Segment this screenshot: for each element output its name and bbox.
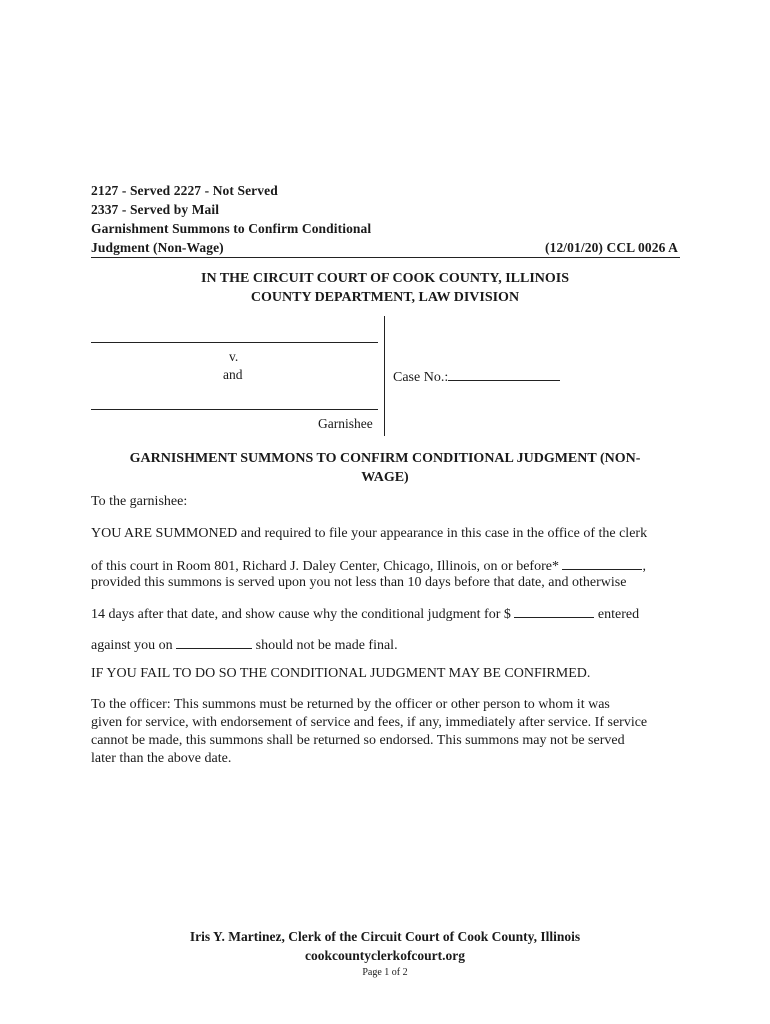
judgment-amount-text: 14 days after that date, and show cause why the conditional judgment for $: [91, 607, 511, 622]
versus-label: v.: [229, 349, 239, 364]
clerk-name: Iris Y. Martinez, Clerk of the Circuit Court of Cook County, Illinois: [189, 929, 581, 944]
salutation: To the garnishee:: [91, 494, 188, 509]
defendant-line[interactable]: [91, 409, 378, 410]
appearance-date-comma: ,: [642, 559, 646, 574]
judgment-date-text: against you on: [91, 638, 173, 653]
case-number-label: Case No.:: [393, 370, 449, 385]
summons-paragraph-line-1: YOU ARE SUMMONED and required to file your appearance in this case in the office of the clerk: [91, 526, 648, 541]
form-codes-line-1: 2127 - Served 2227 - Not Served: [91, 183, 278, 198]
judgment-date-tail: should not be made final.: [255, 638, 398, 653]
officer-instructions-line-4: later than the above date.: [91, 751, 232, 766]
officer-instructions-line-3: cannot be made, this summons shall be returned so endorsed. This summons may not be served: [91, 733, 625, 748]
court-division: COUNTY DEPARTMENT, LAW DIVISION: [250, 290, 520, 305]
case-number-field: [393, 368, 560, 386]
officer-instructions-line-2: given for service, with endorsement of service and fees, if any, immediately after service. If service: [91, 715, 648, 730]
confirmation-warning: IF YOU FAIL TO DO SO THE CONDITIONAL JUDGMENT MAY BE CONFIRMED.: [91, 666, 591, 681]
document-title-line-2: WAGE): [361, 470, 409, 485]
judgment-date-input[interactable]: [176, 636, 252, 649]
garnishee-label: Garnishee: [318, 416, 373, 431]
page-number: Page 1 of 2: [362, 967, 408, 978]
plaintiff-line[interactable]: [91, 342, 378, 343]
caption-divider: [384, 316, 385, 436]
document-title-line-1: GARNISHMENT SUMMONS TO CONFIRM CONDITIONAL JUDGMENT (NON-: [129, 451, 641, 466]
form-number: (12/01/20) CCL 0026 A: [545, 240, 678, 255]
service-terms-line: provided this summons is served upon you not less than 10 days before that date, and otherwise: [91, 575, 627, 590]
clerk-website[interactable]: cookcountyclerkofcourt.org: [304, 948, 466, 963]
judgment-amount-line: [91, 605, 639, 623]
judgment-date-line: [91, 636, 398, 654]
appearance-date-input[interactable]: [562, 557, 642, 570]
form-codes-line-2: 2337 - Served by Mail: [91, 202, 220, 217]
officer-instructions-line-1: To the officer: This summons must be returned by the officer or other person to whom it was: [91, 697, 610, 712]
court-name: IN THE CIRCUIT COURT OF COOK COUNTY, ILLINOIS: [201, 271, 569, 286]
and-label: and: [223, 367, 243, 382]
case-number-input[interactable]: [448, 368, 560, 381]
judgment-amount-input[interactable]: [514, 605, 594, 618]
header-rule: [91, 257, 680, 258]
form-title-line-1: Garnishment Summons to Confirm Conditional: [91, 221, 372, 236]
form-title-line-2: Judgment (Non-Wage): [91, 240, 224, 255]
appearance-date-line: [91, 557, 646, 575]
judgment-amount-entered: entered: [597, 607, 640, 622]
appearance-date-text: of this court in Room 801, Richard J. Daley Center, Chicago, Illinois, on or before*: [91, 559, 559, 574]
